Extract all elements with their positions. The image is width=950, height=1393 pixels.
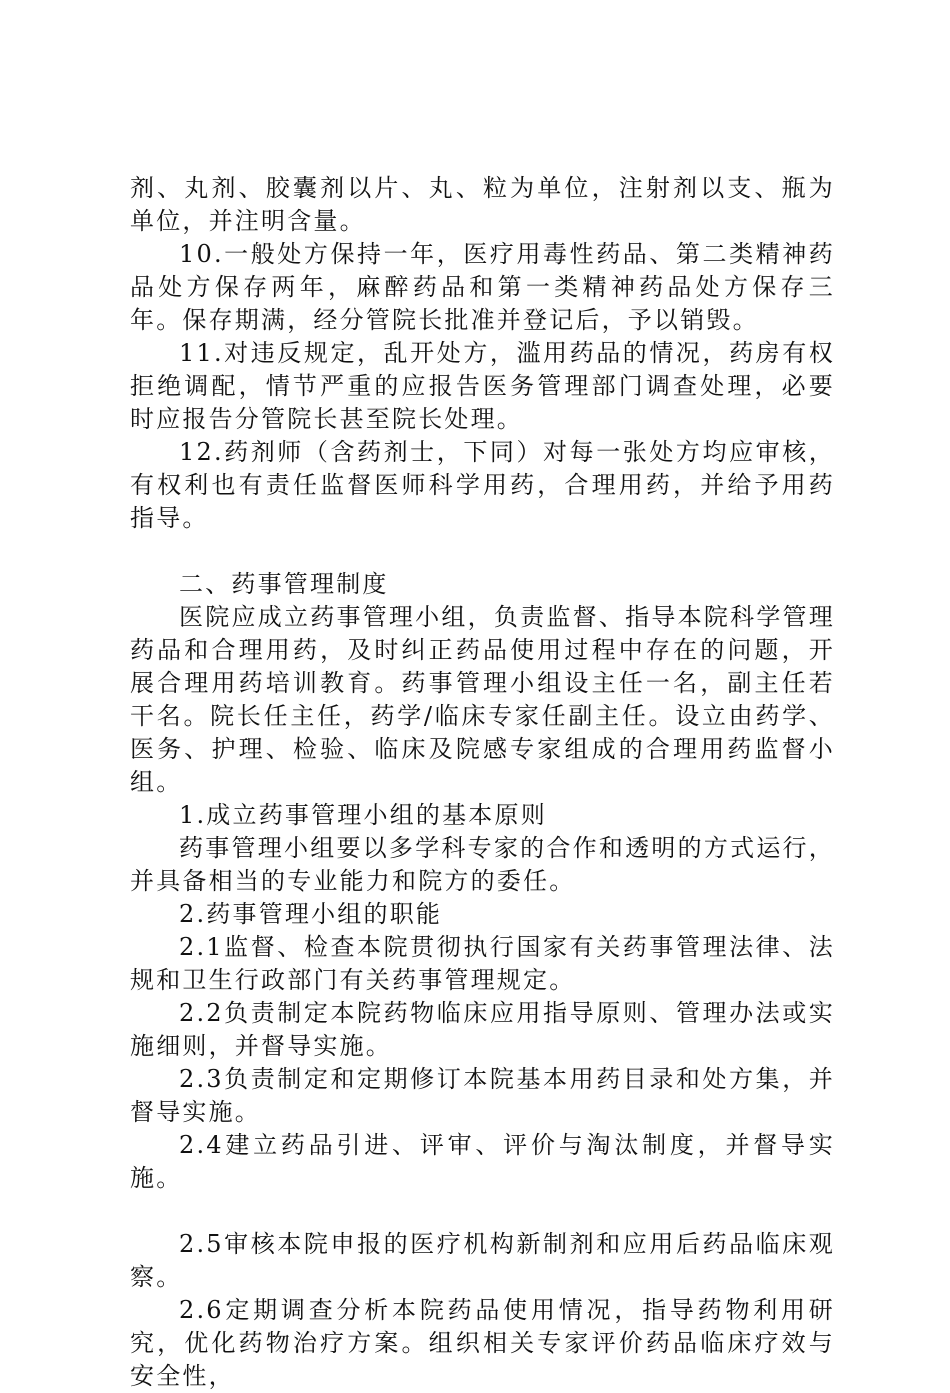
subheading-2: 2.药事管理小组的职能 — [179, 900, 443, 928]
paragraph-item-2-5: 2.5审核本院申报的医疗机构新制剂和应用后药品临床观察。 — [130, 1230, 835, 1291]
paragraph-intro: 医院应成立药事管理小组，负责监督、指导本院科学管理药品和合理用药，及时纠正药品使用过程中存在的问题，开展合理用药培训教育。药事管理小组设主任一名，副主任若干名。院长任主任，药学/临床专家任副主任。设立由药学、医务、护理、检验、临床及院感专家组成的合理用药监督小组。 — [130, 603, 835, 796]
paragraph-item-10: 10.一般处方保持一年，医疗用毒性药品、第二类精神药品处方保存两年，麻醉药品和第一类精神药品处方保存三年。保存期满，经分管院长批准并登记后，予以销毁。 — [130, 240, 835, 334]
paragraph-gap — [130, 535, 835, 568]
document-body — [130, 172, 835, 1393]
paragraph-item-12: 12.药剂师（含药剂士，下同）对每一张处方均应审核，有权利也有责任监督医师科学用药，合理用药，并给予用药指导。 — [130, 438, 835, 532]
subheading-1: 1.成立药事管理小组的基本原则 — [179, 801, 547, 829]
paragraph-item-11: 11.对违反规定，乱开处方，滥用药品的情况，药房有权拒绝调配，情节严重的应报告医务管理部门调查处理，必要时应报告分管院长甚至院长处理。 — [130, 339, 835, 433]
paragraph-gap — [130, 1195, 835, 1228]
section-heading: 二、药事管理制度 — [179, 570, 389, 598]
paragraph-item-2-2: 2.2负责制定本院药物临床应用指导原则、管理办法或实施细则，并督导实施。 — [130, 999, 835, 1060]
paragraph-item-2-6: 2.6定期调查分析本院药品使用情况，指导药物利用研究，优化药物治疗方案。组织相关专家评价药品临床疗效与安全性， — [130, 1296, 835, 1390]
paragraph-principle: 药事管理小组要以多学科专家的合作和透明的方式运行，并具备相当的专业能力和院方的委任。 — [130, 834, 835, 895]
paragraph-item-2-1: 2.1监督、检查本院贯彻执行国家有关药事管理法律、法规和卫生行政部门有关药事管理规定。 — [130, 933, 835, 994]
paragraph-item-2-3: 2.3负责制定和定期修订本院基本用药目录和处方集，并督导实施。 — [130, 1065, 835, 1126]
paragraph-item-2-4: 2.4建立药品引进、评审、评价与淘汰制度，并督导实施。 — [130, 1131, 835, 1192]
paragraph-continuation: 剂、丸剂、胶囊剂以片、丸、粒为单位，注射剂以支、瓶为单位，并注明含量。 — [130, 174, 835, 235]
